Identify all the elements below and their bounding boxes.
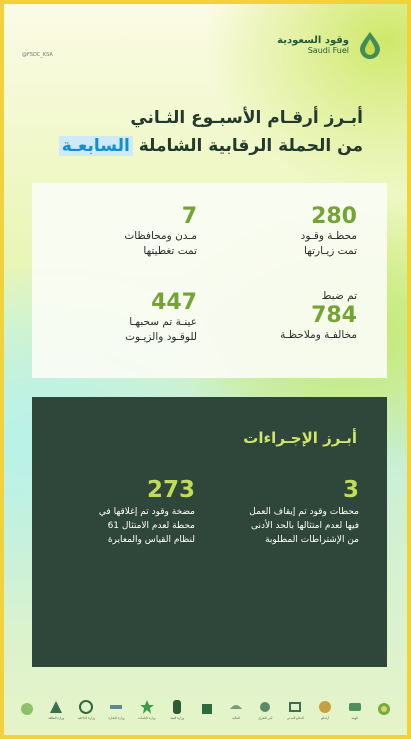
fuel-drop-logo-icon [355, 30, 385, 60]
stat-pre: تم ضبط [321, 290, 357, 302]
stat-value: 784 [311, 303, 357, 329]
stat-label-line: للوقـود والزيـوت [125, 331, 197, 344]
action-value: 273 [146, 477, 195, 503]
partner-logo-11: أرامكو [317, 699, 333, 720]
stat-value: 7 [181, 204, 197, 229]
actions-card [32, 397, 387, 667]
action-line: لنظام القياس والمعايرة [107, 535, 195, 546]
action-stations-stopped [249, 477, 359, 548]
stat-value: 447 [151, 290, 197, 315]
stat-value: 280 [311, 204, 357, 229]
partner-logo-2: وزارة الطاقة [48, 699, 64, 720]
action-line: فيها لعدم امتثالها بالحد الأدنى [250, 520, 359, 531]
social-handle: @FSDC_KSA [22, 52, 53, 58]
partner-logo-9: أمن الطرق [257, 699, 273, 720]
partner-logo-8: المالية [228, 699, 244, 720]
headline-line1: أبـرز أرقـام الأسبـوع الثـاني [130, 108, 363, 128]
partner-logo-10: الدفاع المدني [287, 699, 304, 720]
headline-pre: من الحملة الرقابية الشاملة [138, 136, 363, 156]
partner-logo-13 [376, 701, 392, 718]
partner-logos-bar [4, 683, 407, 735]
logo-text [277, 35, 349, 56]
stat-cities-covered [124, 205, 197, 260]
partner-logo-12: الهيئة [347, 699, 363, 720]
action-line: 61 محطة لعدم الامتثال [107, 520, 195, 531]
stats-card [32, 183, 387, 378]
partner-logo-1 [19, 701, 35, 718]
action-value: 3 [342, 477, 359, 503]
action-line: من الإشتراطات المطلوبة [265, 535, 359, 546]
action-pumps-closed [99, 477, 195, 548]
partner-logo-3: وزارة الداخلية [78, 699, 95, 720]
partner-logo-6: وزارة البيئة [169, 699, 185, 720]
headline-highlight: السابعـة [59, 136, 133, 156]
headline-line2 [59, 136, 363, 156]
stat-label-line: عينـة تم سحبهـا [129, 316, 197, 329]
stat-label-line: تمت زيـارتها [304, 245, 357, 258]
stat-stations-visited [301, 205, 357, 260]
action-line: مضخة وقود تم إغلاقها في [98, 506, 195, 517]
saudi-fuel-logo [277, 30, 385, 60]
actions-title: أبـرز الإجـراءات [243, 429, 357, 447]
stat-label-line: محطـة وقـود [300, 230, 357, 243]
partner-logo-7 [199, 701, 215, 718]
stat-label-line: مـدن ومحافظات [124, 230, 197, 243]
stat-label-line: تمت تغطيتها [143, 245, 197, 258]
partner-logo-5: وزارة البلديات [138, 699, 156, 720]
stat-label-line: مخالفـة وملاحظـة [280, 329, 357, 342]
stat-violations [280, 289, 357, 344]
stat-samples [125, 291, 197, 346]
infographic-frame [4, 4, 407, 735]
logo-arabic-name: وقود السعودية [277, 34, 349, 46]
action-line: محطات وقود تم إيقاف العمل [249, 506, 359, 517]
partner-logo-4: وزارة التجارة [108, 699, 124, 720]
headline [59, 108, 363, 156]
logo-english-name: Saudi Fuel [307, 46, 349, 56]
